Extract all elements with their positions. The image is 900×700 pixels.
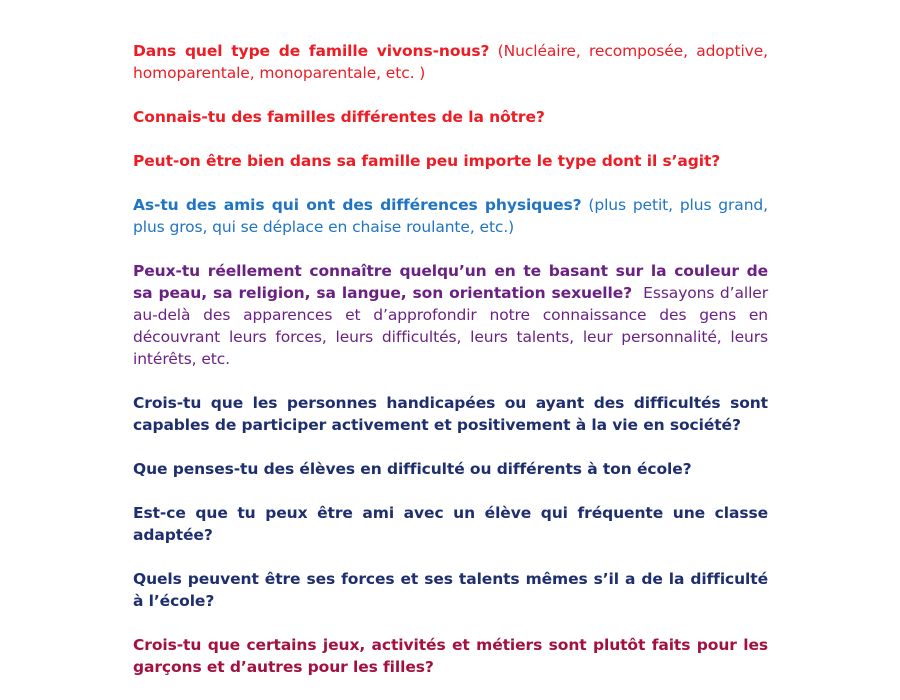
question-wellbeing-family	[133, 150, 768, 172]
question-text: As-tu des amis qui ont des différences physiques?	[133, 196, 582, 214]
question-family-type	[133, 40, 768, 84]
question-text: Crois-tu que les personnes handicapées ou ayant des difficultés sont capables de participer activement et positivement à la vie en société?	[133, 394, 768, 434]
question-text: Est-ce que tu peux être ami avec un élève qui fréquente une classe adaptée?	[133, 504, 768, 544]
question-text: Dans quel type de famille vivons-nous?	[133, 42, 490, 60]
question-disabilities	[133, 392, 768, 436]
question-detail: (plus petit, plus grand, plus gros, qui se déplace en chaise roulante, etc.)	[133, 196, 768, 236]
question-knowing-someone	[133, 260, 768, 370]
question-strengths-talents	[133, 568, 768, 612]
question-text: Connais-tu des familles différentes de la nôtre?	[133, 108, 545, 126]
question-text: Crois-tu que certains jeux, activités et métiers sont plutôt faits pour les garçons et d’autres pour les filles?	[133, 636, 768, 676]
question-friend-adapted-class	[133, 502, 768, 546]
question-list	[133, 40, 768, 700]
question-students-difficulty	[133, 458, 768, 480]
question-text: Que penses-tu des élèves en difficulté ou différents à ton école?	[133, 460, 692, 478]
question-text: Peux-tu réellement connaître quelqu’un en te basant sur la couleur de sa peau, sa religion, sa langue, son orientation sexuelle?	[133, 262, 768, 302]
question-different-families	[133, 106, 768, 128]
question-detail: (Nucléaire, recomposée, adoptive, homoparentale, monoparentale, etc. )	[133, 42, 769, 82]
question-text: Quels peuvent être ses forces et ses talents mêmes s’il a de la difficulté à l’école?	[133, 570, 768, 610]
question-physical-differences	[133, 194, 768, 238]
question-detail: Essayons d’aller au-delà des apparences et d’approfondir notre connaissance des gens en découvrant leurs forces, leurs difficultés, leurs talents, leur personnalité, leurs intérêts, etc.	[133, 284, 768, 368]
question-text: Peut-on être bien dans sa famille peu importe le type dont il s’agit?	[133, 152, 721, 170]
question-gender-roles	[133, 634, 768, 678]
